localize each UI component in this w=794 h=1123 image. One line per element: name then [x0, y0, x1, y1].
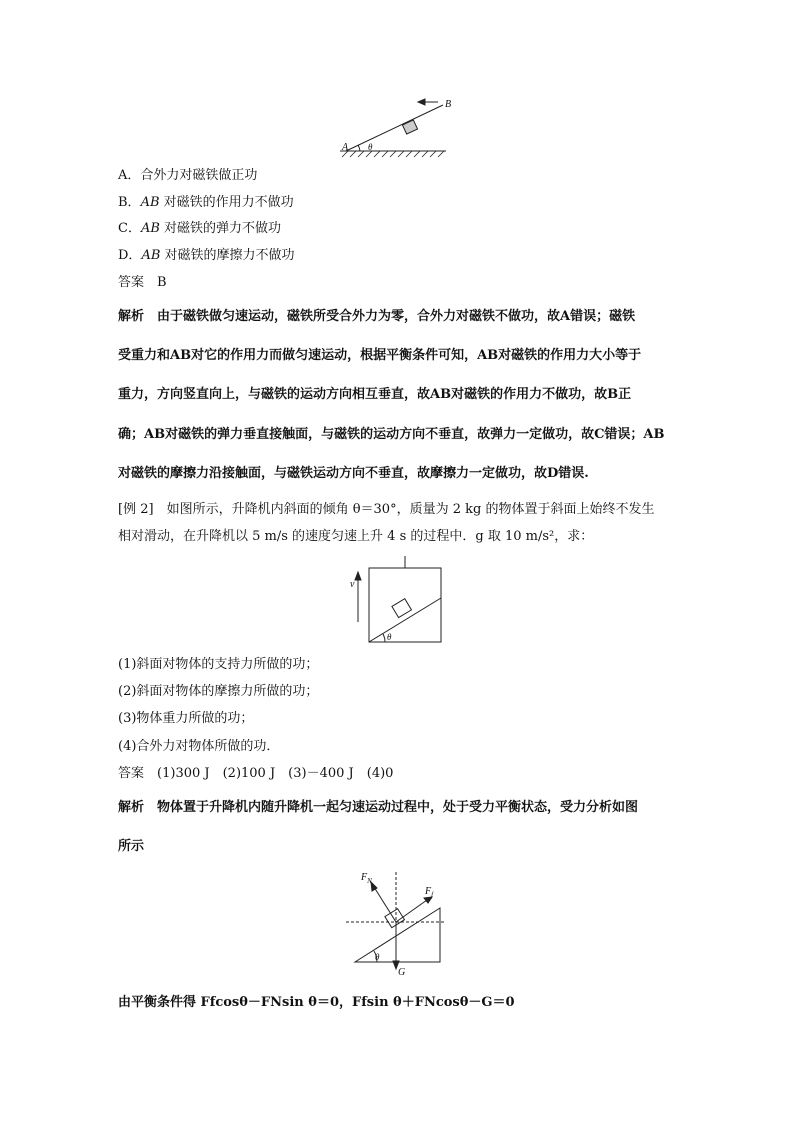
option-a: A．合外力对磁铁做正功: [118, 168, 258, 183]
label-theta-2: θ: [387, 632, 392, 642]
label-theta-3: θ: [375, 952, 380, 962]
label-fn: $F_N$: [361, 872, 372, 885]
equilibrium-equation: 由平衡条件得 Ffcosθ－FNsin θ＝0，Ffsin θ＋FNcosθ－G＝0: [118, 995, 515, 1010]
analysis-1-line-4: 确；AB对磁铁的弹力垂直接触面，与磁铁的运动方向不垂直，故弹力一定做功，故C错误；AB: [118, 427, 665, 442]
label-theta-1: θ: [368, 142, 373, 152]
analysis-1-line-2: 受重力和AB对它的作用力而做匀速运动，根据平衡条件可知，AB对磁铁的作用力大小等于: [118, 348, 642, 363]
analysis-1-line-5: 对磁铁的摩擦力沿接触面，与磁铁运动方向不垂直，故摩擦力一定做功，故D错误.: [118, 466, 589, 481]
answer-1: 答案 B: [118, 275, 167, 290]
label-b: B: [445, 99, 452, 110]
option-c: C．AB 对磁铁的弹力不做功: [118, 221, 282, 236]
label-a: A: [342, 142, 349, 153]
question-1: (1)斜面对物体的支持力所做的功；: [118, 657, 319, 672]
label-g: G: [398, 967, 406, 978]
question-4: (4)合外力对物体所做的功．: [118, 739, 280, 754]
label-ff: $F_f$: [425, 886, 434, 899]
example-2-line-1: [例 2] 如图所示，升降机内斜面的倾角 θ＝30°，质量为 2 kg 的物体置于斜面上始终不发生: [118, 502, 655, 517]
question-3: (3)物体重力所做的功；: [118, 711, 254, 726]
answer-2: 答案 (1)300 J (2)100 J (3)－400 J (4)0: [118, 766, 394, 781]
analysis-2-line-1: 解析 物体置于升降机内随升降机一起匀速运动过程中，处于受力平衡状态，受力分析如图: [118, 800, 639, 815]
label-v: v: [350, 579, 355, 590]
option-b: B．AB 对磁铁的作用力不做功: [118, 195, 294, 210]
option-d: D．AB 对磁铁的摩擦力不做功: [118, 248, 295, 263]
analysis-1-line-1: 解析 由于磁铁做匀速运动，磁铁所受合外力为零，合外力对磁铁不做功，故A错误；磁铁: [118, 309, 636, 324]
analysis-1-line-3: 重力，方向竖直向上，与磁铁的运动方向相互垂直，故AB对磁铁的作用力不做功，故B正: [118, 387, 632, 402]
example-2-line-2: 相对滑动，在升降机以 5 m/s 的速度匀速上升 4 s 的过程中．g 取 10 m/s²，求：: [118, 529, 594, 544]
analysis-2-line-2: 所示: [118, 839, 145, 854]
question-2: (2)斜面对物体的摩擦力所做的功；: [118, 684, 319, 699]
